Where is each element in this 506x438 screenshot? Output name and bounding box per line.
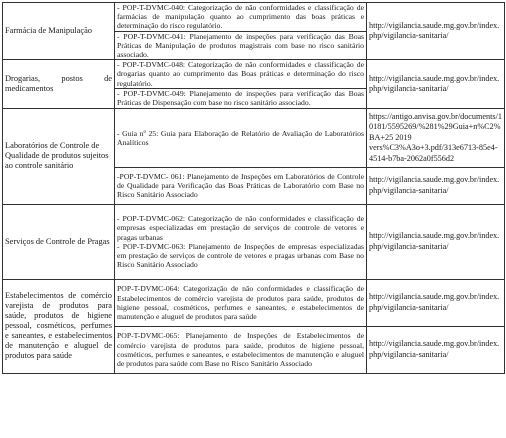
document-entry: - POP-T-DVMC-040: Categorização de não conformidades e classificação de farmácias de manipulação quanto ao cumprimento das boas práticas e determinação do risco regulatório.	[117, 3, 364, 31]
link-cell	[367, 279, 505, 326]
category-label-line1: Drogarias, postos de	[5, 74, 112, 84]
document-entry: - POP-T-DVMC-063: Planejamento de Inspeções de empresas especializadas em prestação de serviços de controle de vetores e pragas urbanas com Base no Risco Sanitário Associado	[117, 241, 364, 270]
document-cell	[115, 326, 367, 373]
document-entry: POP-T-DVMC-065: Planejamento de Inspeções de Estabelecimentos de comércio varejista de produtos para saúde, produtos de higiene pessoal, cosméticos, perfumes e saneantes, e estabelecimentos de manutenção e aluguel de produtos para saúde com Base no Risco Sanitário Associado	[117, 331, 364, 369]
document-cell	[115, 31, 367, 60]
table-row	[3, 3, 505, 32]
reference-link[interactable]: http://vigilancia.saude.mg.gov.br/index.php/vigilancia-sanitaria/	[369, 20, 500, 41]
document-entry: - POP-T-DVMC-041: Planejamento de inspeções para verificação das Boas Práticas de Manipulação de produtos magistrais com base no risco sanitário associado.	[117, 31, 364, 60]
reference-link[interactable]: http://vigilancia.saude.mg.gov.br/index.php/vigilancia-sanitaria/	[369, 175, 500, 195]
table-row	[3, 108, 505, 167]
document-cell	[115, 60, 367, 89]
link-cell	[367, 167, 505, 204]
document-cell	[115, 167, 367, 204]
document-table	[2, 2, 505, 374]
document-entry: -POP-T-DVMC- 061: Planejamento de Inspeções em Laboratórios de Controle de Qualidade para Verificação das Boas Práticas de Laboratório com Base no Risco Sanitário Associado	[117, 172, 364, 200]
table-row	[3, 60, 505, 89]
reference-link[interactable]: http://vigilancia.saude.mg.gov.br/index.php/vigilancia-sanitaria/	[369, 292, 500, 312]
document-cell	[115, 108, 367, 167]
category-label: Serviços de Controle de Pragas	[5, 236, 110, 246]
document-cell	[115, 279, 367, 326]
document-entry: - Guia nº 25: Guia para Elaboração de Relatório de Avaliação de Laboratórios Analíticos	[117, 128, 364, 147]
category-label-line2: medicamentos	[5, 84, 54, 94]
reference-link[interactable]: https://antigo.anvisa.gov.br/documents/10181/5595269/%281%29Guia+n%C2%BA+25 2019 vers%C3%A3o+3.pdf/313e6713-85e4-4514-b7ba-2062a0f556d2	[369, 111, 502, 163]
table-row	[3, 204, 505, 279]
reference-link[interactable]: http://vigilancia.saude.mg.gov.br/index.php/vigilancia-sanitaria/	[369, 231, 500, 251]
link-cell	[367, 204, 505, 279]
document-cell	[115, 204, 367, 279]
category-label: Estabelecimentos de comércio varejista de produtos para saúde, produtos de higiene pessoal, cosméticos, perfumes e saneantes, e estabelecimentos de manutenção e aluguel de produtos para saúde	[5, 291, 112, 361]
category-cell	[3, 3, 115, 60]
category-cell	[3, 108, 115, 204]
document-cell	[115, 88, 367, 108]
category-label: Laboratórios de Controle de Qualidade de produtos sujeitos ao controle sanitário	[5, 141, 109, 171]
document-cell	[115, 3, 367, 32]
category-cell	[3, 204, 115, 279]
document-entry: POP-T-DVMC-064: Categorização de não conformidades e classificação de Estabelecimentos de comércio varejista de produtos para saúde, produtos de higiene pessoal, cosméticos, perfumes e saneantes, e estabelecimentos de manutenção e aluguel de produtos para saúde	[117, 284, 364, 322]
table-row	[3, 279, 505, 326]
category-cell	[3, 279, 115, 373]
reference-link[interactable]: http://vigilancia.saude.mg.gov.br/index.php/vigilancia-sanitaria/	[369, 339, 500, 359]
link-cell	[367, 60, 505, 109]
reference-link[interactable]: http://vigilancia.saude.mg.gov.br/index.php/vigilancia-sanitaria/	[369, 73, 500, 94]
document-entry: - POP-T-DVMC-062: Categorização de não conformidades e classificação de empresas especializadas em prestação de serviços de controle de vetores e pragas urbanas	[117, 214, 364, 242]
document-entry: - POP-T-DVMC-048: Categorização de não conformidades e classificação de drogarias quanto ao cumprimento das Boas práticas e determinação do risco regulatório.	[117, 60, 364, 88]
link-cell	[367, 108, 505, 167]
category-cell	[3, 60, 115, 109]
link-cell	[367, 3, 505, 60]
document-entry: - POP-T-DVMC-049: Planejamento de inspeções para verificação das Boas Práticas de Dispensação com base no risco sanitário associado.	[117, 89, 364, 108]
category-label: Farmácia de Manipulação	[5, 26, 92, 36]
link-cell	[367, 326, 505, 373]
